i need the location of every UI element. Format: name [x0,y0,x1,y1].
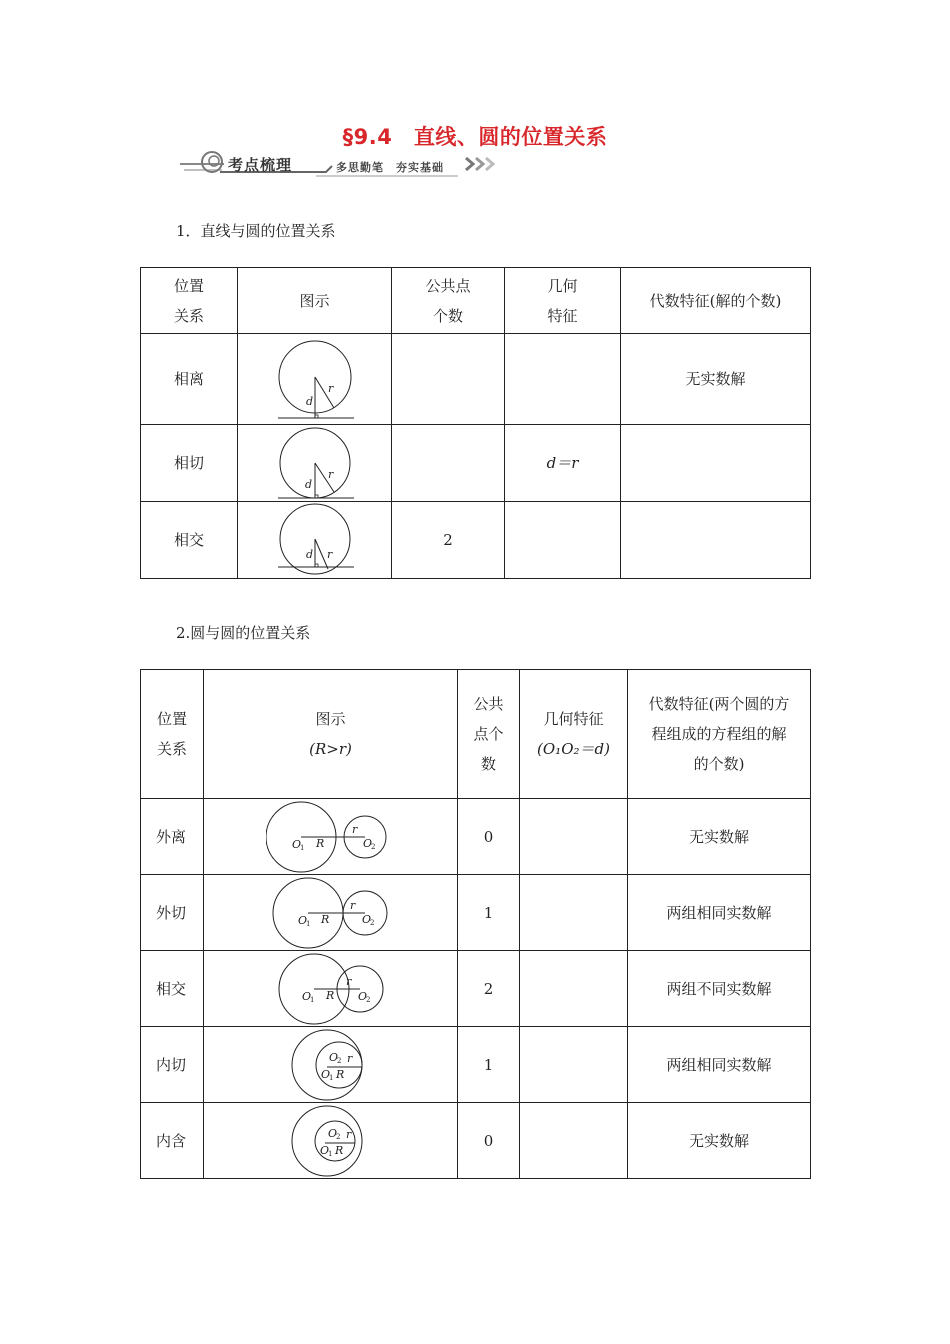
circles-intersect-diagram [276,952,386,1026]
table-row [141,875,811,951]
label-r: r [327,468,333,481]
label-r: r [326,548,332,561]
svg-text:2: 2 [335,1132,340,1141]
points-cell: 1 [458,1027,520,1103]
section2-heading: 2.圆与圆的位置关系 [176,624,311,642]
svg-text:r: r [346,1051,352,1065]
header-algebra: 代数特征(解的个数) [621,268,811,334]
algebra-cell [621,502,811,579]
relation-cell: 内含 [141,1103,204,1179]
relation-cell: 相交 [141,502,238,579]
relation-cell: 外离 [141,799,204,875]
points-cell: 0 [458,799,520,875]
circle-circle-table [140,669,811,1179]
svg-text:O: O [362,836,372,850]
label-d: d [305,395,313,408]
header-figure: 图示 [238,268,392,334]
svg-text:1: 1 [328,1073,333,1082]
circles-external-tangent-diagram [271,876,391,950]
table-row [141,951,811,1027]
table-row [141,1103,811,1179]
figure-cell [238,334,392,425]
svg-text:2: 2 [336,1056,341,1065]
header-relation: 位置 关系 [141,268,238,334]
svg-text:1: 1 [299,843,304,852]
geometry-cell [520,1027,628,1103]
figure-cell [238,425,392,502]
section-banner [176,146,506,182]
svg-text:2: 2 [365,995,370,1004]
svg-text:O: O [361,912,371,926]
svg-text:O: O [297,913,307,927]
figure-cell [204,875,458,951]
relation-cell: 相交 [141,951,204,1027]
line-circle-table [140,267,811,579]
svg-text:O: O [319,1143,329,1157]
svg-text:r: r [351,822,357,836]
table-row [141,334,811,425]
points-cell: 2 [392,502,505,579]
geometry-cell [505,334,621,425]
header-points: 公共 点个 数 [458,670,520,799]
figure-cell [204,1027,458,1103]
header-algebra: 代数特征(两个圆的方 程组成的方程组的解 的个数) [628,670,811,799]
header-geometry: 几何特征 (O₁O₂＝d) [520,670,628,799]
header-figure: 图示 (R>r) [204,670,458,799]
circles-contained-diagram [291,1104,371,1178]
relation-cell: 相切 [141,425,238,502]
header-geometry: 几何 特征 [505,268,621,334]
label-r: r [327,382,333,395]
points-cell [392,425,505,502]
svg-text:R: R [320,912,329,926]
table-row [141,799,811,875]
svg-text:O: O [357,989,367,1003]
svg-text:2: 2 [370,842,375,851]
table-row [141,1027,811,1103]
svg-text:R: R [325,988,334,1002]
algebra-cell [621,425,811,502]
svg-text:1: 1 [305,919,310,928]
relation-cell: 内切 [141,1027,204,1103]
svg-text:O: O [328,1050,338,1064]
svg-text:R: R [335,1067,344,1081]
circles-separate-diagram [266,800,396,874]
points-cell [392,334,505,425]
svg-text:R: R [315,836,324,850]
banner-main-label: 考点梳理 [228,156,293,174]
line-separate-diagram [270,336,360,422]
line-tangent-diagram [270,426,360,500]
geometry-cell [505,502,621,579]
algebra-cell: 两组相同实数解 [628,1027,811,1103]
table-row [141,502,811,579]
svg-text:1: 1 [327,1149,332,1158]
svg-text:O: O [327,1126,337,1140]
table-header-row [141,268,811,334]
section1-heading: 1．直线与圆的位置关系 [176,222,336,240]
svg-text:O: O [320,1067,330,1081]
points-cell: 2 [458,951,520,1027]
line-intersect-diagram [270,503,360,577]
label-d: d [304,478,312,491]
svg-text:r: r [349,898,355,912]
algebra-cell: 无实数解 [621,334,811,425]
header-relation: 位置 关系 [141,670,204,799]
svg-text:r: r [345,974,351,988]
svg-text:O: O [301,989,311,1003]
table-row [141,425,811,502]
svg-text:O: O [291,837,301,851]
relation-cell: 外切 [141,875,204,951]
header-points: 公共点 个数 [392,268,505,334]
geometry-cell: d＝r [505,425,621,502]
geometry-cell [520,875,628,951]
page-title: §9.4 直线、圆的位置关系 [342,125,608,149]
figure-cell [238,502,392,579]
geometry-cell [520,1103,628,1179]
geometry-cell [520,799,628,875]
circles-internal-tangent-diagram [291,1028,371,1102]
algebra-cell: 无实数解 [628,799,811,875]
relation-cell: 相离 [141,334,238,425]
svg-text:R: R [334,1143,343,1157]
points-cell: 0 [458,1103,520,1179]
table-header-row [141,670,811,799]
banner-sub-label: 多思勤笔 夯实基础 [336,161,444,174]
geometry-cell [520,951,628,1027]
figure-cell [204,1103,458,1179]
algebra-cell: 两组相同实数解 [628,875,811,951]
algebra-cell: 无实数解 [628,1103,811,1179]
algebra-cell: 两组不同实数解 [628,951,811,1027]
svg-text:1: 1 [309,995,314,1004]
label-d: d [305,548,313,561]
figure-cell [204,799,458,875]
points-cell: 1 [458,875,520,951]
svg-text:r: r [345,1127,351,1141]
figure-cell [204,951,458,1027]
svg-text:2: 2 [369,918,374,927]
